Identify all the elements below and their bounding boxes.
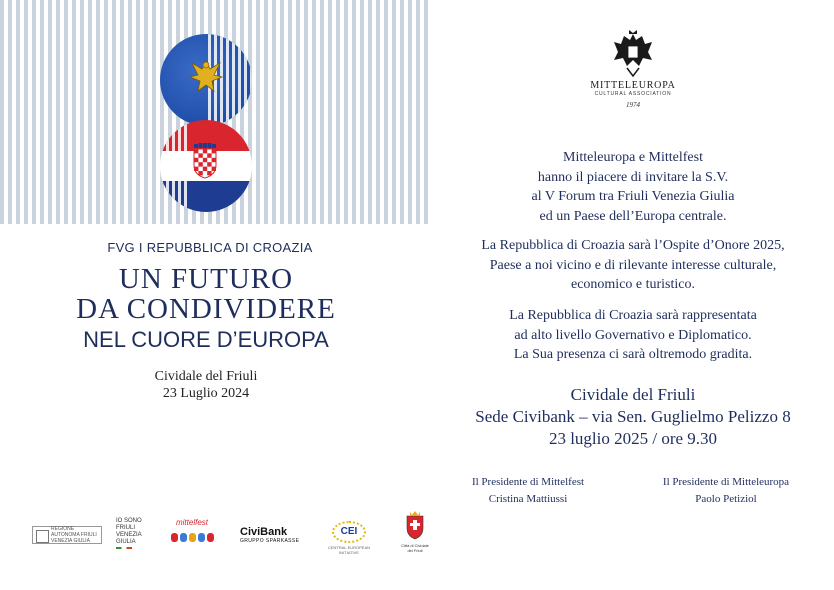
cividale-logo	[397, 510, 433, 553]
invitation-line: economico e turistico.	[570, 277, 696, 292]
left-city: Cividale del Friuli	[154, 369, 258, 384]
left-date: 23 Luglio 2024	[162, 386, 250, 401]
mittelfest-wordmark: mittelfest	[175, 518, 208, 527]
cividale-logo-line: del Friuli	[407, 548, 423, 553]
association-header	[432, 30, 834, 109]
left-place-date	[0, 368, 412, 402]
regione-fvg-logo	[32, 526, 102, 544]
cei-subtitle: CENTRAL EUROPEAN INITIATIVE	[327, 545, 371, 555]
sponsor-logos	[32, 510, 432, 570]
association-name: MITTELEUROPA	[590, 80, 676, 91]
invitation-paragraph-1	[432, 148, 834, 226]
mittelfest-dots-icon	[162, 533, 222, 542]
venue-city: Cividale del Friuli	[570, 385, 696, 404]
event-venue-date	[432, 384, 834, 450]
venue-datetime: 23 luglio 2025 / ore 9.30	[548, 429, 718, 448]
signature-mittelfest	[454, 474, 602, 508]
cei-wordmark: CEI	[332, 521, 366, 543]
cividale-coat-of-arms-icon	[404, 510, 426, 540]
right-panel	[432, 0, 834, 590]
invitation-line: hanno il piacere di invitare la S.V.	[537, 169, 729, 185]
invitation-paragraph-3	[432, 306, 834, 365]
croatia-shield-icon	[193, 143, 217, 179]
title-line-2: DA CONDIVIDERE	[76, 293, 336, 325]
regione-emblem-icon	[36, 530, 49, 543]
signature-role: Il Presidente di Mittelfest	[471, 476, 585, 488]
io-sono-line: IO SONO	[116, 518, 142, 524]
signature-name: Cristina Mattiussi	[488, 493, 568, 505]
title-line-1: UN FUTURO	[118, 263, 294, 295]
signature-name: Paolo Petiziol	[695, 493, 757, 505]
invitation-line: ad alto livello Governativo e Diplomatico.	[514, 327, 752, 343]
italian-flag-bar	[116, 547, 132, 549]
cividale-logo-line: Città di Cividale	[401, 543, 429, 548]
association-year: 1974	[626, 101, 640, 109]
civibank-wordmark: CiviBank	[240, 526, 288, 538]
title-line-3: NEL CUORE D’EUROPA	[83, 327, 329, 352]
invitation-line: La Repubblica di Croazia sarà rappresentata	[509, 308, 757, 323]
civibank-logo	[240, 526, 299, 544]
regione-logo-text: REGIONE AUTONOMA FRIULI VENEZIA GIULIA	[51, 526, 97, 544]
cei-logo	[324, 521, 374, 555]
fvg-eagle-icon	[186, 55, 226, 99]
io-sono-line: FRIULI	[116, 525, 136, 531]
venue-address: Sede Civibank – via Sen. Guglielmo Pelizzo 8	[475, 407, 791, 426]
signature-mitteleuropa	[646, 474, 806, 508]
event-kicker: FVG I REPUBBLICA DI CROAZIA	[107, 240, 313, 255]
invitation-line: La Sua presenza ci sarà oltremodo gradita.	[513, 347, 753, 362]
double-eagle-crest-icon	[612, 30, 654, 78]
io-sono-line: GIULIA	[116, 539, 136, 545]
invitation-paragraph-2	[432, 236, 834, 295]
invitation-line: ed un Paese dell’Europa centrale.	[539, 208, 727, 224]
io-sono-fvg-logo	[116, 518, 142, 549]
invitation-line: Paese a noi vicino e di rilevante interesse culturale,	[489, 257, 777, 273]
io-sono-line: VENEZIA	[116, 532, 142, 538]
invitation-line: al V Forum tra Friuli Venezia Giulia	[531, 189, 735, 204]
mittelfest-logo	[162, 518, 222, 542]
association-subtitle: CULTURAL ASSOCIATION	[594, 91, 672, 97]
invitation-line: La Repubblica di Croazia sarà l’Ospite d’Onore 2025,	[481, 238, 785, 253]
civibank-subtitle: GRUPPO SPARKASSE	[240, 538, 300, 544]
invitation-line: Mitteleuropa e Mittelfest	[563, 150, 703, 165]
signature-role: Il Presidente di Mitteleuropa	[662, 476, 790, 488]
